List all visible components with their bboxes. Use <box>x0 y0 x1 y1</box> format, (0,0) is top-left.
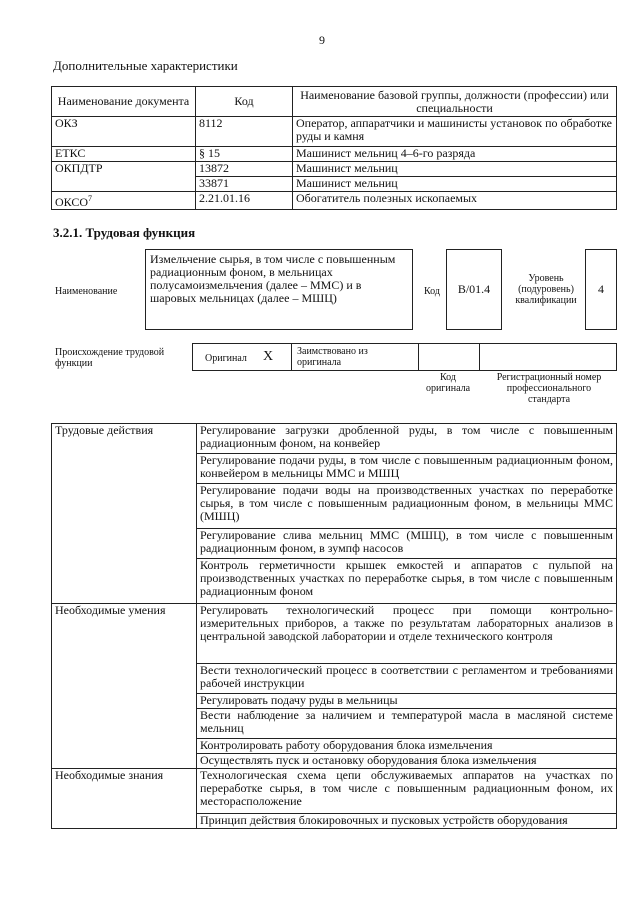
row-doc: ОКЗ <box>52 117 196 147</box>
row-name: Оператор, аппаратчики и машинисты установок по обработке руды и камня <box>293 117 617 147</box>
detail-item: Вести технологический процесс в соответствии с регламентом и требованиями рабочей инструкции <box>197 664 617 694</box>
section-label: Необходимые знания <box>52 769 197 829</box>
detail-item: Контроль герметичности крышек емкостей и аппаратов с пульпой на производственных участках по переработке сырья, в том числе с повышенным радиационным фоном <box>197 559 617 604</box>
detail-item: Регулировать подачу руды в мельницы <box>197 694 617 709</box>
divider <box>291 344 292 370</box>
row-doc <box>52 192 196 210</box>
function-name-value: Измельчение сырья, в том числе с повышенным радиационным фоном, в мельницах полусамоизмельчения (далее – ММС) и в шаровых мельницах (далее – МШЦ) <box>150 252 396 305</box>
detail-item: Технологическая схема цепи обслуживаемых аппаратов на участках по переработке сырья, в том числе с повышенным радиационным фоном, их месторасположение <box>197 769 617 814</box>
header-code: Код <box>196 87 293 117</box>
row-code: § 15 <box>196 147 293 162</box>
origin-table <box>192 343 617 371</box>
row-name: Машинист мельниц <box>293 162 617 177</box>
detail-item: Регулирование загрузки дробленной руды, в том числе с повышенным радиационным фоном, на конвейер <box>197 424 617 454</box>
detail-item: Вести наблюдение за наличием и температурой масла в масляной системе мельниц <box>197 709 617 739</box>
row-name: Машинист мельниц 4–6-го разряда <box>293 147 617 162</box>
code-label: Код <box>424 286 440 297</box>
details-table <box>51 423 617 829</box>
function-name-box <box>145 249 413 330</box>
level-label: Уровень (подуровень) квалификации <box>515 273 577 306</box>
function-code-value: В/01.4 <box>457 282 491 296</box>
detail-item: Регулирование слива мельниц ММС (МШЦ), в том числе с повышенным радиационным фоном, в зумпф насосов <box>197 529 617 559</box>
detail-item: Осуществлять пуск и остановку оборудования блока измельчения <box>197 754 617 769</box>
okso-label: ОКСО <box>55 195 89 209</box>
row-name: Обогатитель полезных ископаемых <box>293 192 617 210</box>
divider <box>479 344 480 370</box>
row-code: 13872 <box>196 162 293 177</box>
row-code: 8112 <box>196 117 293 147</box>
detail-item: Регулирование подачи воды на производственных участках по переработке сырья, в том числе с повышенным радиационным фоном, в мельницы ММС (МШЦ) <box>197 484 617 529</box>
level-value: 4 <box>598 282 604 296</box>
row-doc: ОКПДТР <box>52 162 196 192</box>
original-label: Оригинал <box>205 353 247 364</box>
detail-item: Принцип действия блокировочных и пусковых устройств оборудования <box>197 814 617 829</box>
origin-label: Происхождение трудовой функции <box>55 347 165 369</box>
reg-number-caption: Регистрационный номер профессионального стандарта <box>496 372 602 405</box>
header-name: Наименование базовой группы, должности (профессии) или специальности <box>293 87 617 117</box>
detail-item: Регулировать технологический процесс при помощи контрольно-измерительных приборов, а также по результатам лабораторных анализов в центральной заводской лаборатории и отделе технического контроля <box>197 604 617 664</box>
origin-code-caption: Код оригинала <box>425 372 471 394</box>
section-label: Трудовые действия <box>52 424 197 604</box>
function-code-box <box>446 249 502 330</box>
original-mark: X <box>263 349 274 364</box>
section-label: Необходимые умения <box>52 604 197 769</box>
row-code: 33871 <box>196 177 293 192</box>
function-heading: 3.2.1. Трудовая функция <box>53 225 196 240</box>
header-document: Наименование документа <box>52 87 196 117</box>
row-doc: ЕТКС <box>52 147 196 162</box>
detail-item: Регулирование подачи руды, в том числе с повышенным радиационным фоном, конвейером в мельницы ММС и МШЦ <box>197 454 617 484</box>
borrowed-label: Заимствовано из оригинала <box>297 346 368 368</box>
divider <box>418 344 419 370</box>
row-code: 2.21.01.16 <box>196 192 293 210</box>
detail-item: Контролировать работу оборудования блока измельчения <box>197 739 617 754</box>
level-box <box>585 249 617 330</box>
additional-title: Дополнительные характеристики <box>53 58 238 73</box>
footnote-mark: 7 <box>88 194 93 203</box>
name-label: Наименование <box>55 286 118 297</box>
row-name: Машинист мельниц <box>293 177 617 192</box>
page-number: 9 <box>319 33 325 47</box>
additional-table <box>51 86 617 210</box>
